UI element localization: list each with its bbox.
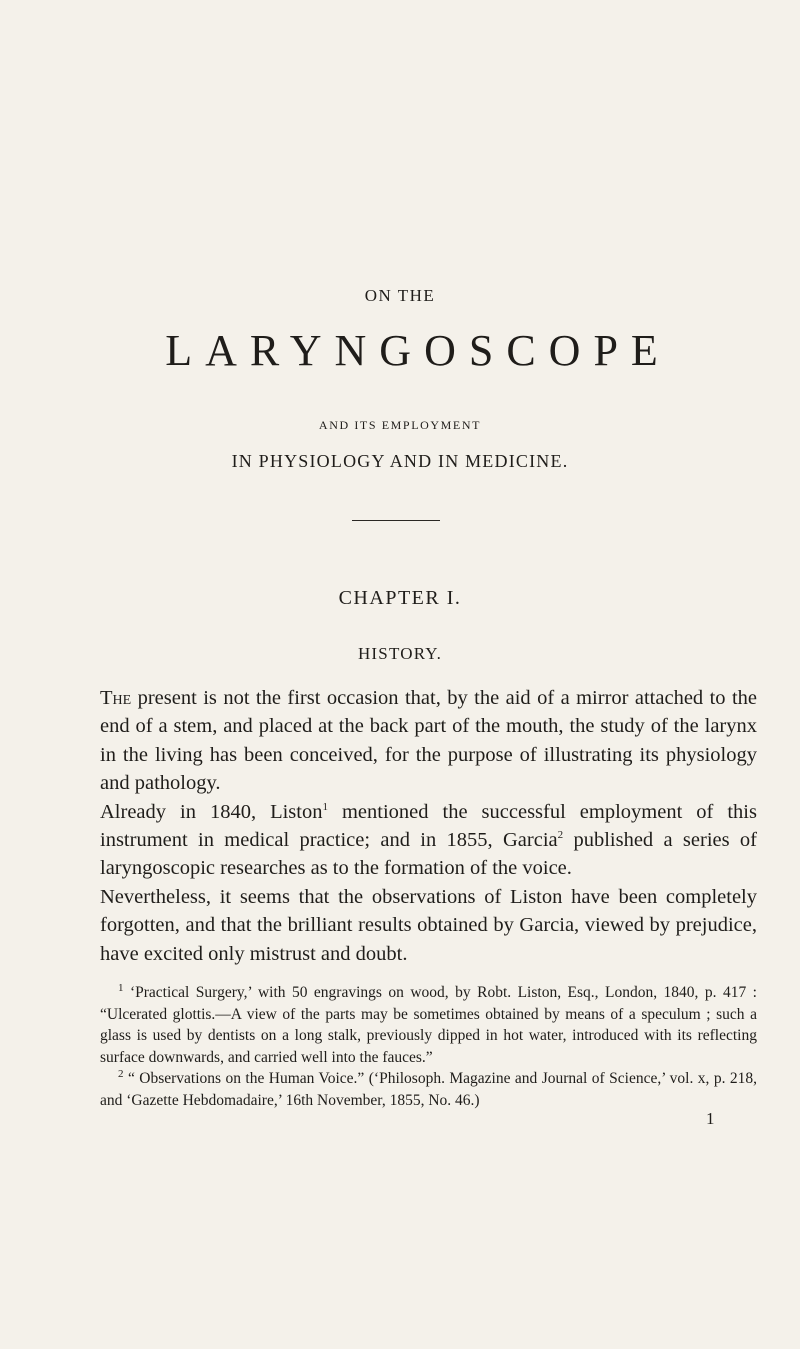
body-text	[100, 684, 757, 968]
footnote-2: $^2$ “ Observations on the Human Voice.” (‘Philosoph. Magazine and Journal of Science,’ vol. x, p. 218, and ‘Gazette Hebdomadaire,’ 16th November, 1855, No. 46.)	[100, 1067, 757, 1109]
opening-word: The	[100, 687, 132, 709]
paragraph-3: Nevertheless, it seems that the observations of Liston have been completely forgotten, and that the brilliant results obtained by Garcia, viewed by prejudice, have excited only mistrust and doubt.	[100, 885, 757, 965]
paragraph-2: Already in 1840, Liston$^1$ mentioned the successful employment of this instrument in medical practice; and in 1855, Garcia$^2$ published a series of laryngoscopic researches as to the formation of the voice.	[100, 800, 757, 880]
book-title: LARYNGOSCOPE	[165, 326, 671, 375]
footnote-ref-2[interactable]: 2	[557, 829, 564, 842]
title-rule	[352, 520, 440, 521]
paragraph-1	[100, 684, 757, 798]
footnote-mark-2: 2	[118, 1067, 124, 1080]
footnote-1: $^1$ ‘Practical Surgery,’ with 50 engravings on wood, by Robt. Liston, Esq., London, 1840, p. 417 : “Ulcerated glottis.—A view of the parts may be sometimes obtained by means of a speculum ; such a glass is used by dentists on a long stalk, previously dipped in hot water, introduced with its reflecting surface downwards, and carried well into the fauces.”	[100, 981, 757, 1066]
page-number: 1	[706, 1109, 715, 1128]
book-subtitle: IN PHYSIOLOGY AND IN MEDICINE.	[231, 451, 569, 471]
title-connector: AND ITS EMPLOYMENT	[318, 418, 482, 432]
footnote-ref-1[interactable]: 1	[322, 800, 328, 813]
title-prefix: ON THE	[364, 286, 436, 305]
chapter-label: CHAPTER I.	[338, 587, 462, 609]
footnote-mark-1: 1	[118, 981, 124, 994]
paragraph-1-text: present is not the first occasion that, by the aid of a mirror attached to the end of a stem, and placed at the back part of the mouth, the study of the larynx in the living has been conceived, for the purpose of illustrating its physiology and pathology.	[100, 687, 757, 795]
chapter-heading: HISTORY.	[357, 644, 443, 663]
footnotes	[100, 982, 757, 1111]
